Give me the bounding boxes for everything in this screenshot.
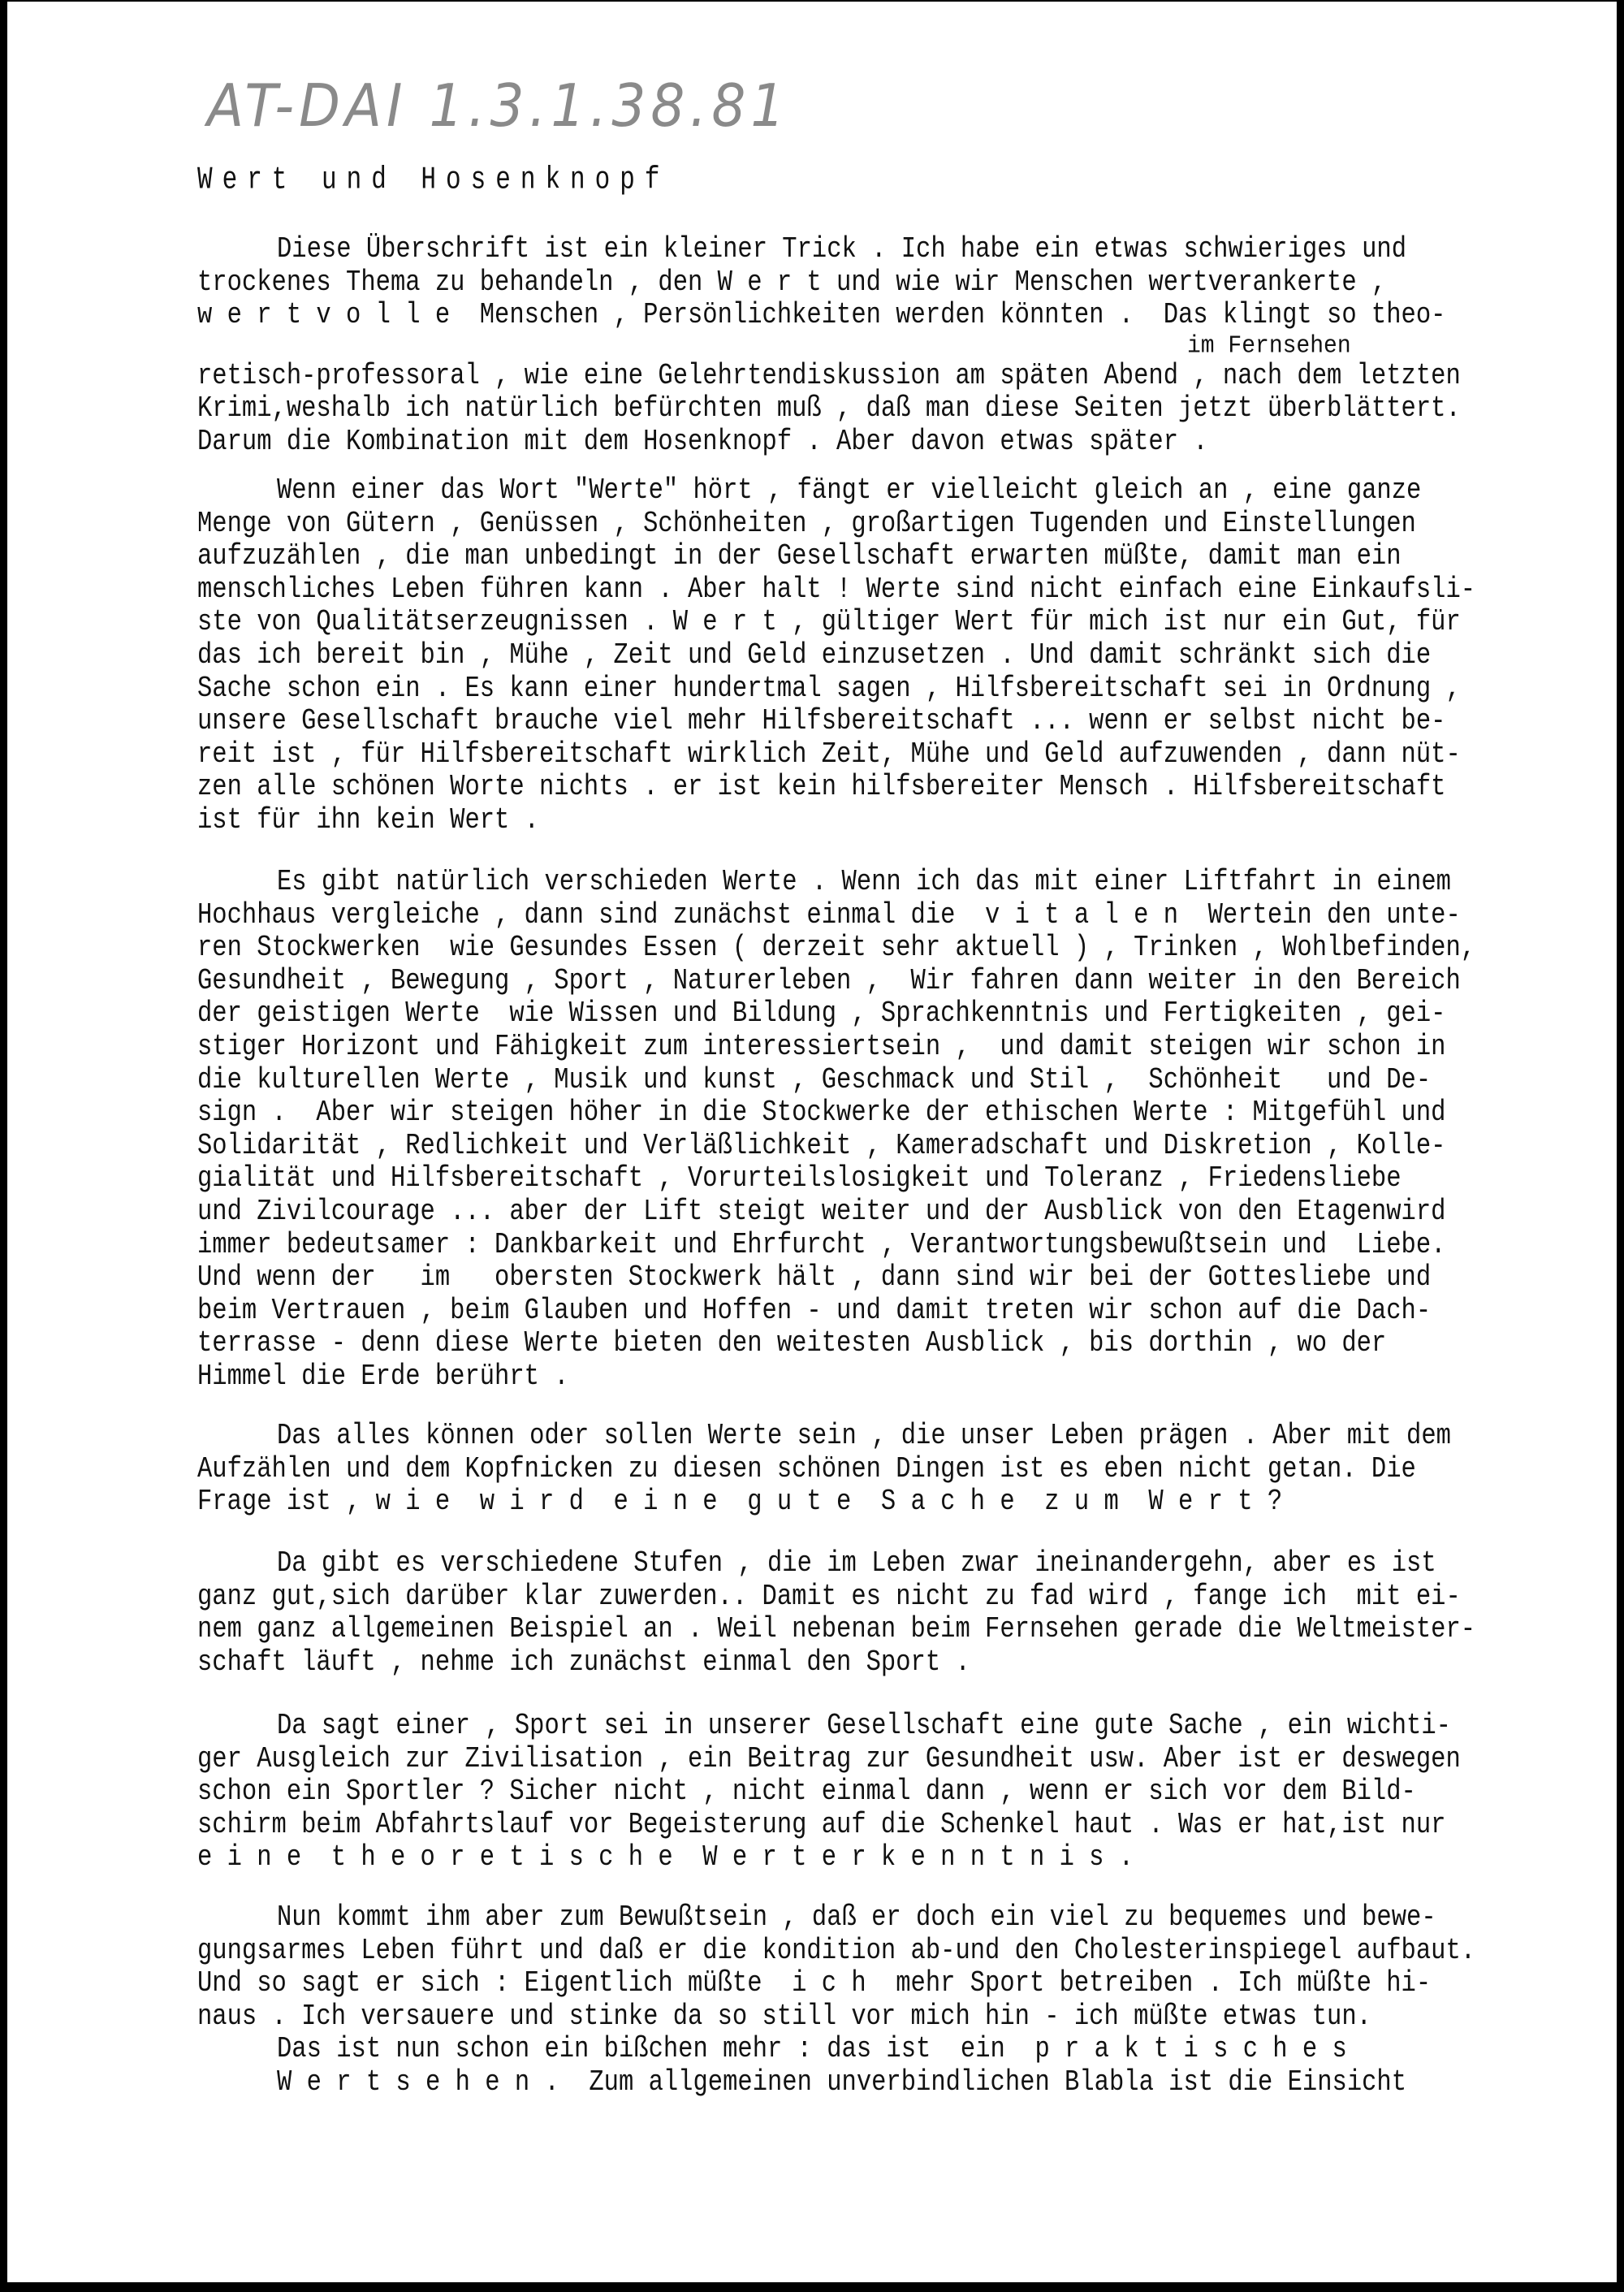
text-line: ganz gut,sich darüber klar zuwerden.. Damit es nicht zu fad wird , fange ich mit ei- [197, 1581, 1461, 1614]
text-line: die kulturellen Werte , Musik und kunst , Geschmack und Stil , Schönheit und De- [197, 1064, 1432, 1097]
text-line: W e r t s e h e n . Zum allgemeinen unverbindlichen Blabla ist die Einsicht [277, 2066, 1407, 2100]
text-line: Darum die Kombination mit dem Hosenknopf . Aber davon etwas später . [197, 426, 1208, 459]
text-line: gungsarmes Leben führt und daß er die kondition ab-und den Cholesterinspiegel aufbaut. [197, 1935, 1476, 1968]
text-line: terrasse - denn diese Werte bieten den weitesten Ausblick , bis dorthin , wo der [197, 1328, 1387, 1361]
paragraph [197, 1421, 1451, 1520]
text-line: schon ein Sportler ? Sicher nicht , nicht einmal dann , wenn er sich vor dem Bild- [197, 1776, 1416, 1810]
paragraph [197, 1710, 1461, 1875]
text-line: der geistigen Werte wie Wissen und Bildung , Sprachkenntnis und Fertigkeiten , gei- [197, 998, 1446, 1031]
text-line: beim Vertrauen , beim Glauben und Hoffen - und damit treten wir schon auf die Dach- [197, 1295, 1432, 1328]
text-line: Hochhaus vergleiche , dann sind zunächst einmal die v i t a l e n Wertein den unte- [197, 899, 1461, 932]
text-line: und Zivilcourage ... aber der Lift steigt weiter und der Ausblick von den Etagenwird [197, 1196, 1446, 1229]
paragraph [197, 475, 1475, 838]
archive-signature-handwritten: AT-DAI 1.3.1.38.81 [207, 71, 790, 141]
text-line: Himmel die Erde berührt . [197, 1360, 569, 1394]
text-line: gialität und Hilfsbereitschaft , Vorurteilslosigkeit und Toleranz , Friedensliebe [197, 1163, 1402, 1196]
text-line: Sache schon ein . Es kann einer hundertmal sagen , Hilfsbereitschaft sei in Ordnung , [197, 672, 1461, 706]
text-line: ger Ausgleich zur Zivilisation , ein Beitrag zur Gesundheit usw. Aber ist er deswegen [197, 1743, 1461, 1776]
text-line: Wenn einer das Wort "Werte" hört , fängt er vielleicht gleich an , eine ganze [277, 474, 1422, 508]
text-line: Diese Überschrift ist ein kleiner Trick . Ich habe ein etwas schwieriges und [277, 233, 1407, 267]
text-line: immer bedeutsamer : Dankbarkeit und Ehrfurcht , Verantwortungsbewußtsein und Liebe. [197, 1229, 1446, 1262]
text-line: Es gibt natürlich verschieden Werte . Wenn ich das mit einer Liftfahrt in einem [277, 866, 1451, 900]
text-line: ist für ihn kein Wert . [197, 804, 539, 837]
typed-insertion: im Fernsehen [1187, 332, 1351, 361]
text-line: Da gibt es verschiedene Stufen , die im Leben zwar ineinandergehn, aber es ist [277, 1547, 1436, 1581]
paragraph [197, 234, 1461, 460]
text-line: naus . Ich versauere und stinke da so still vor mich hin - ich müßte etwas tun. [197, 2000, 1371, 2034]
text-line: schaft läuft , nehme ich zunächst einmal den Sport . [197, 1646, 970, 1680]
text-line: Frage ist , w i e w i r d e i n e g u t e S a c h e z u m W e r t ? [197, 1486, 1283, 1520]
text-line: Und so sagt er sich : Eigentlich müßte i c h mehr Sport betreiben . Ich müßte hi- [197, 1968, 1432, 2001]
text-line: Gesundheit , Bewegung , Sport , Naturerleben , Wir fahren dann weiter in den Bereich [197, 965, 1461, 998]
text-line: zen alle schönen Worte nichts . er ist kein hilfsbereiter Mensch . Hilfsbereitschaft [197, 772, 1446, 805]
text-line: reit ist , für Hilfsbereitschaft wirklich Zeit, Mühe und Geld aufzuwenden , dann nüt- [197, 738, 1461, 772]
text-line: Das ist nun schon ein bißchen mehr : das ist ein p r a k t i s c h e s [277, 2034, 1347, 2067]
text-line: Solidarität , Redlichkeit und Verläßlichkeit , Kameradschaft und Diskretion , Kolle- [197, 1130, 1446, 1163]
text-line: ren Stockwerken wie Gesundes Essen ( derzeit sehr aktuell ) , Trinken , Wohlbefinden, [197, 932, 1476, 966]
text-line: Da sagt einer , Sport sei in unserer Gesellschaft eine gute Sache , ein wichti- [277, 1710, 1451, 1744]
text-line: retisch-professoral , wie eine Gelehrtendiskussion am späten Abend , nach dem letzten [197, 360, 1461, 393]
text-line: sign . Aber wir steigen höher in die Stockwerke der ethischen Werte : Mitgefühl und [197, 1097, 1446, 1131]
text-line: Und wenn der im obersten Stockwerk hält , dann sind wir bei der Gottesliebe und [197, 1262, 1432, 1295]
paragraph [197, 867, 1475, 1395]
text-line: aufzuzählen , die man unbedingt in der Gesellschaft erwarten müßte, damit man ein [197, 541, 1402, 574]
text-line: e i n e t h e o r e t i s c h e W e r t e r k e n n t n i s . [197, 1842, 1134, 1875]
text-line: Menge von Gütern , Genüssen , Schönheiten , großartigen Tugenden und Einstellungen [197, 508, 1416, 541]
paragraph [197, 1902, 1475, 2100]
text-line: Krimi,weshalb ich natürlich befürchten muß , daß man diese Seiten jetzt überblättert. [197, 393, 1461, 426]
text-line: nem ganz allgemeinen Beispiel an . Weil nebenan beim Fernsehen gerade die Weltmeister- [197, 1614, 1476, 1647]
text-line: stiger Horizont und Fähigkeit zum interessiertsein , und damit steigen wir schon in [197, 1031, 1446, 1064]
document-title: Wert und Hosenknopf [197, 162, 670, 198]
text-line: unsere Gesellschaft brauche viel mehr Hilfsbereitschaft ... wenn er selbst nicht be- [197, 706, 1446, 739]
text-line: trockenes Thema zu behandeln , den W e r t und wie wir Menschen wertverankerte , [197, 266, 1387, 300]
text-line: ste von Qualitätserzeugnissen . W e r t , gültiger Wert für mich ist nur ein Gut, für [197, 607, 1461, 640]
text-line: Nun kommt ihm aber zum Bewußtsein , daß er doch ein viel zu bequemes und bewe- [277, 1901, 1436, 1935]
text-line: Aufzählen und dem Kopfnicken zu diesen schönen Dingen ist es eben nicht getan. Die [197, 1453, 1416, 1486]
text-line: w e r t v o l l e Menschen , Persönlichkeiten werden könnten . Das klingt so theo- [197, 300, 1446, 333]
text-line: menschliches Leben führen kann . Aber halt ! Werte sind nicht einfach eine Einkaufsli- [197, 573, 1476, 607]
paragraph [197, 1548, 1475, 1680]
text-line: das ich bereit bin , Mühe , Zeit und Geld einzusetzen . Und damit schränkt sich die [197, 639, 1432, 672]
text-line: Das alles können oder sollen Werte sein , die unser Leben prägen . Aber mit dem [277, 1420, 1451, 1454]
text-line: schirm beim Abfahrtslauf vor Begeisterung auf die Schenkel haut . Was er hat,ist nur [197, 1809, 1446, 1842]
